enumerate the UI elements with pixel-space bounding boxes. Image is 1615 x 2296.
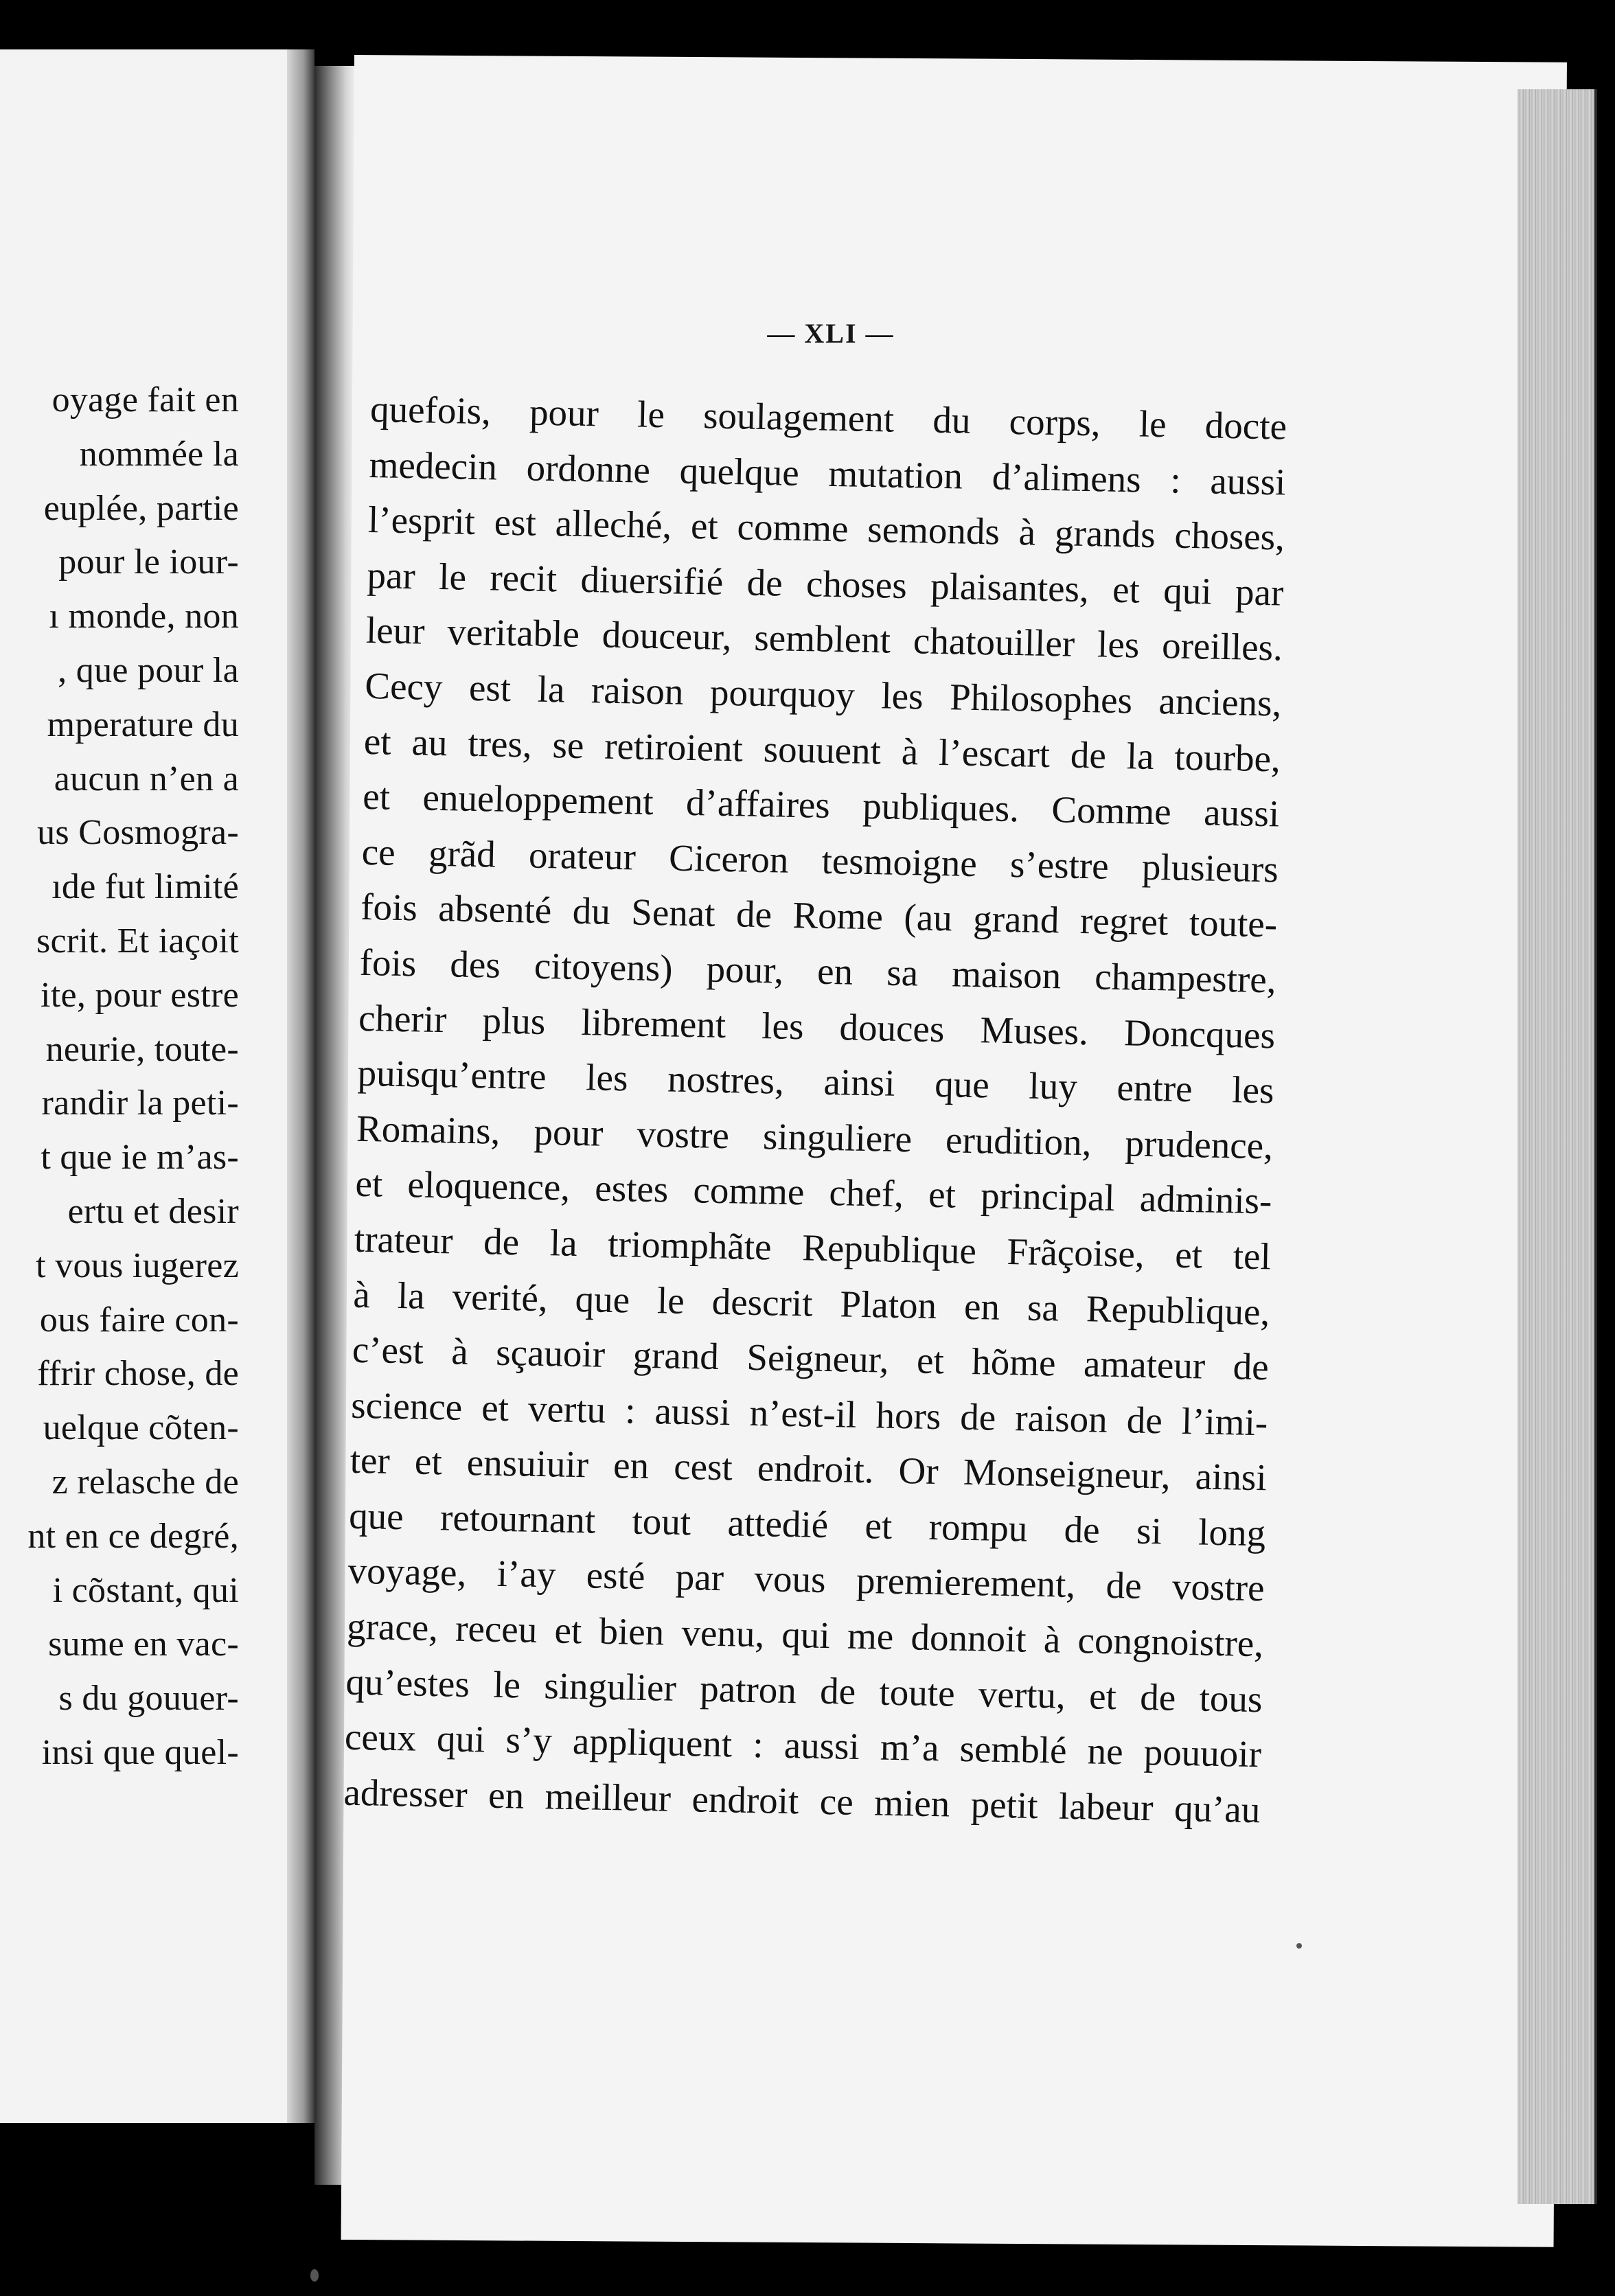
left-line: neurie, toute- bbox=[45, 1029, 239, 1069]
left-page-text bbox=[0, 374, 239, 1780]
page-number-header: — XLI — bbox=[767, 318, 895, 349]
left-line: aucun n’en a bbox=[54, 759, 239, 799]
body-line: fois des citoyens) pour, en sa maison champestre, bbox=[359, 941, 1277, 1001]
right-page-text bbox=[343, 382, 1287, 1838]
body-line: quefois, pour le soulagement du corps, le docte bbox=[369, 387, 1287, 448]
dust-speck bbox=[1296, 1943, 1302, 1949]
left-line: ite, pour estre bbox=[41, 975, 239, 1015]
body-line: à la verité, que le descrit Platon en sa Republique, bbox=[352, 1273, 1270, 1333]
left-line: us Cosmogra- bbox=[37, 813, 239, 853]
body-line: et eloquence, estes comme chef, et principal adminis- bbox=[354, 1162, 1272, 1222]
left-line: s du gouuer- bbox=[58, 1679, 239, 1719]
body-line: cherir plus librement les douces Muses. Doncques bbox=[358, 996, 1276, 1056]
body-line: qu’estes le singulier patron de toute vertu, et de tous bbox=[345, 1660, 1263, 1720]
left-line: ı monde, non bbox=[49, 597, 239, 636]
left-line: i cõstant, qui bbox=[52, 1570, 239, 1610]
body-line: par le recit diuersifié de choses plaisantes, et qui par bbox=[367, 553, 1284, 614]
body-line: grace, receu et bien venu, qui me donnoit à congnoistre, bbox=[346, 1605, 1264, 1665]
body-line: leur veritable douceur, semblent chatouiller les oreilles. bbox=[365, 609, 1283, 669]
left-line: nommée la bbox=[79, 434, 239, 474]
body-line: medecin ordonne quelque mutation d’alimens : aussi bbox=[369, 443, 1287, 503]
left-line: nt en ce degré, bbox=[27, 1516, 239, 1556]
body-line: et enueloppement d’affaires publiques. Comme aussi bbox=[362, 775, 1280, 835]
body-line: Cecy est la raison pourquoy les Philosophes anciens, bbox=[364, 664, 1282, 724]
left-line: randir la peti- bbox=[41, 1083, 239, 1123]
left-line: ous faire con- bbox=[39, 1300, 239, 1340]
left-line: t que ie m’as- bbox=[41, 1138, 239, 1178]
body-line: que retournant tout attedié et rompu de si long bbox=[348, 1494, 1266, 1554]
left-line: ertu et desir bbox=[67, 1191, 239, 1231]
left-line: uelque cõten- bbox=[43, 1408, 239, 1448]
left-line: insi que quel- bbox=[41, 1732, 239, 1772]
left-page-edge bbox=[287, 49, 314, 2123]
body-line: l’esprit est alleché, et comme semonds à grands choses, bbox=[367, 498, 1285, 558]
body-line: trateur de la triomphãte Republique Frãçoise, et tel bbox=[354, 1217, 1272, 1278]
left-line: mperature du bbox=[47, 704, 239, 744]
body-line: ce grãd orateur Ciceron tesmoigne s’estre plusieurs bbox=[361, 830, 1279, 891]
body-line: adresser en meilleur endroit ce mien petit labeur qu’au bbox=[343, 1771, 1261, 1831]
body-line: ter et ensuiuir en cest endroit. Or Monseigneur, ainsi bbox=[350, 1438, 1268, 1499]
left-line: scrit. Et iaçoit bbox=[36, 921, 239, 961]
left-line: euplée, partie bbox=[43, 488, 239, 528]
dust-speck bbox=[310, 2269, 319, 2282]
body-line: voyage, i’ay esté par vous premierement, de vostre bbox=[347, 1550, 1265, 1609]
page-fore-edge bbox=[1517, 89, 1597, 2204]
left-line: t vous iugerez bbox=[36, 1245, 239, 1285]
body-line: c’est à sçauoir grand Seigneur, et hõme amateur de bbox=[352, 1328, 1270, 1388]
left-line: ffrir chose, de bbox=[37, 1354, 239, 1394]
left-line: ıde fut limité bbox=[51, 867, 239, 907]
body-line: puisqu’entre les nostres, ainsi que luy entre les bbox=[357, 1051, 1275, 1112]
left-line: , que pour la bbox=[58, 650, 239, 690]
body-line: science et vertu : aussi n’est-il hors de raison de l’imi- bbox=[350, 1384, 1268, 1444]
left-line: pour le iour- bbox=[58, 542, 239, 582]
body-line: et au tres, se retiroient souuent à l’escart de la tourbe, bbox=[363, 720, 1281, 780]
body-line: fois absenté du Senat de Rome (au grand regret toute- bbox=[360, 886, 1278, 945]
left-line: z relasche de bbox=[51, 1462, 239, 1502]
left-page bbox=[0, 49, 287, 2123]
left-line: oyage fait en bbox=[51, 380, 239, 420]
left-line: sume en vac- bbox=[48, 1625, 239, 1664]
body-line: Romains, pour vostre singuliere erudition, prudence, bbox=[356, 1107, 1274, 1167]
body-line: ceux qui s’y appliquent : aussi m’a semblé ne pouuoir bbox=[344, 1715, 1262, 1776]
